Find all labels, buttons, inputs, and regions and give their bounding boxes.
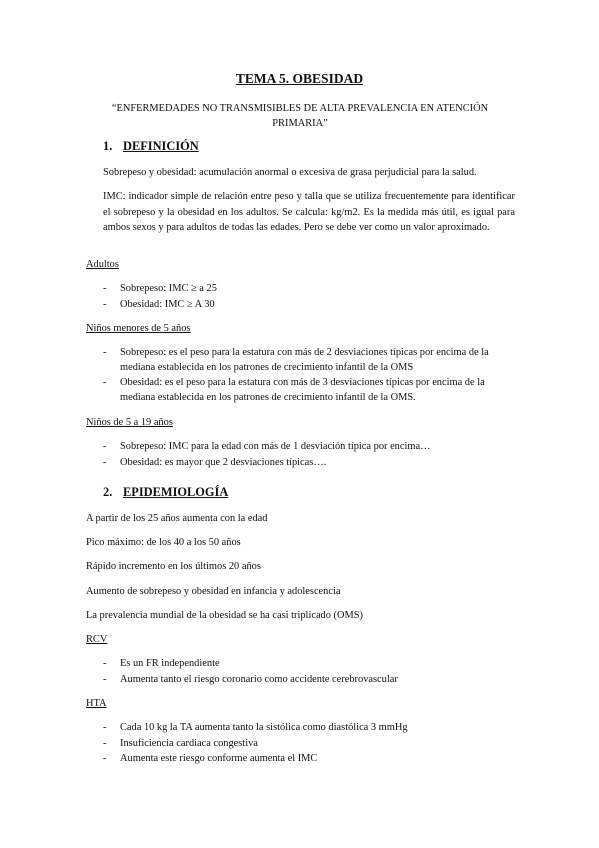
list-5-a-19 [103,440,515,471]
page-title: TEMA 5. OBESIDAD [235,71,364,86]
page-subtitle: “ENFERMEDADES NO TRANSMISIBLES DE ALTA PREVALENCIA EN ATENCIÓN PRIMARIA” [111,103,489,129]
list-item: - Insuficiencia cardiaca congestiva [103,737,515,752]
imc-paragraph: IMC: indicador simple de relación entre peso y talla que se utiliza frecuentemente para identificar el sobrepeso y la obesidad en los adultos. Se calcula: kg/m2. Es la medida más útil, es igual para ambos sexos y para adultos de todas las edades. Pero se debe ver como un valor aproximado. [103,191,515,233]
epidemiology-line: Pico máximo: de los 40 a los 50 años [86,537,241,548]
subheading-menores-5: Niños menores de 5 años [86,323,191,334]
section-number: 2. [103,485,113,499]
epidemiology-line: A partir de los 25 años aumenta con la edad [86,513,268,524]
subheading-5-a-19: Niños de 5 a 19 años [86,417,173,428]
list-item: - Sobrepeso: es el peso para la estatura con más de 2 desviaciones típicas por encima de la mediana establecida en los patrones de crecimiento infantil de la OMS [103,346,515,375]
epidemiology-line: Aumento de sobrepeso y obesidad en infancia y adolescencia [86,586,341,597]
subheading-adultos: Adultos [86,259,119,270]
list-rcv [103,657,515,688]
list-item: - Es un FR independiente [103,657,515,672]
section-heading-definicion [103,139,199,154]
list-item: - Sobrepeso: IMC ≥ a 25 [103,282,515,297]
section-title: EPIDEMIOLOGÍA [123,485,229,499]
section-number: 1. [103,139,113,153]
list-item: - Obesidad: es mayor que 2 desviaciones típicas…. [103,456,515,471]
list-menores-5 [103,346,515,406]
list-hta [103,721,515,768]
section-title: DEFINICIÓN [123,139,199,153]
list-adultos [103,282,515,313]
list-item: - Cada 10 kg la TA aumenta tanto la sistólica como diastólica 3 mmHg [103,721,515,736]
definition-paragraph: Sobrepeso y obesidad: acumulación anormal o excesiva de grasa perjudicial para la salud. [103,167,477,178]
list-item: - Sobrepeso: IMC para la edad con más de 1 desviación típica por encima… [103,440,515,455]
list-item: - Aumenta este riesgo conforme aumenta el IMC [103,752,515,767]
list-item: - Obesidad: es el peso para la estatura con más de 3 desviaciones típicas por encima de la mediana establecida en los patrones de crecimiento infantil de la OMS. [103,376,515,405]
epidemiology-line: Rápido incremento en los últimos 20 años [86,561,261,572]
subheading-rcv: RCV [86,634,108,645]
list-item: - Obesidad: IMC ≥ A 30 [103,298,515,313]
section-heading-epidemiologia [103,485,228,500]
subheading-hta: HTA [86,698,107,709]
list-item: - Aumenta tanto el riesgo coronario como accidente cerebrovascular [103,673,515,688]
epidemiology-line: La prevalencia mundial de la obesidad se ha casi triplicado (OMS) [86,610,363,621]
